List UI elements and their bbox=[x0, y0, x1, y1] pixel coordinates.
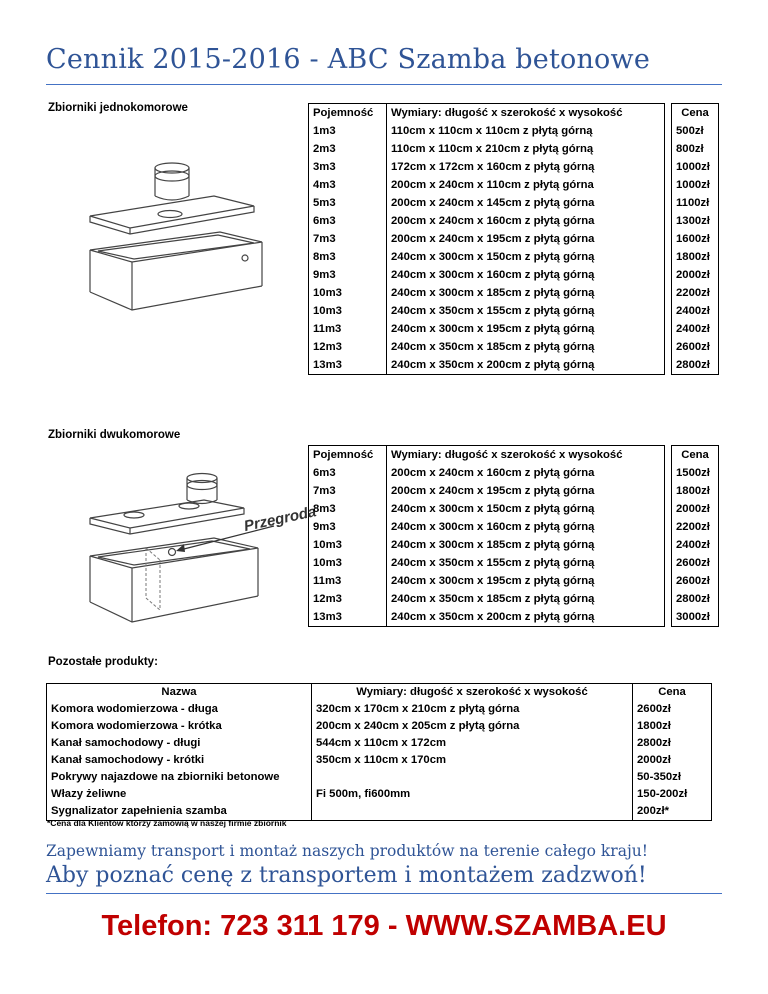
table-row: 13m3 240cm x 350cm x 200cm z płytą górną 2800zł bbox=[309, 356, 719, 375]
table-row: 10m3 240cm x 350cm x 155cm z płytą górną 2400zł bbox=[309, 302, 719, 320]
table-row: 4m3 200cm x 240cm x 110cm z płytą górna 1000zł bbox=[309, 176, 719, 194]
name-header: Nazwa bbox=[47, 684, 312, 702]
table-row: Sygnalizator zapełnienia szamba 200zł* bbox=[47, 803, 712, 821]
table-row: Włazy żeliwne Fi 500m, fi600mm 150-200zł bbox=[47, 786, 712, 803]
table-row: 8m3 240cm x 300cm x 150cm z płytą górną 2000zł bbox=[309, 500, 719, 518]
table-row: 10m3 240cm x 300cm x 185cm z płytą górną 2200zł bbox=[309, 284, 719, 302]
table-row: 7m3 200cm x 240cm x 195cm z płytą górna 1600zł bbox=[309, 230, 719, 248]
dimensions-header: Wymiary: długość x szerokość x wysokość bbox=[387, 446, 665, 465]
capacity-header: Pojemność bbox=[309, 446, 387, 465]
table-header-row bbox=[47, 684, 712, 702]
table-row: 6m3 200cm x 240cm x 160cm z płytą górna 1500zł bbox=[309, 464, 719, 482]
partition-label: Przegroda bbox=[242, 503, 318, 535]
price-header: Cena bbox=[672, 104, 719, 123]
table-row: Komora wodomierzowa - krótka 200cm x 240cm x 205cm z płytą górna 1800zł bbox=[47, 718, 712, 735]
single-tank-illustration bbox=[84, 156, 284, 316]
double-chamber-label: Zbiorniki dwukomorowe bbox=[48, 429, 181, 441]
contact-phone: Telefon: 723 311 179 - WWW.SZAMBA.EU bbox=[101, 910, 667, 942]
table-row: 7m3 200cm x 240cm x 195cm z płytą górna 1800zł bbox=[309, 482, 719, 500]
double-tank-illustration bbox=[84, 470, 304, 630]
table-row: 10m3 240cm x 300cm x 185cm z płytą górną 2400zł bbox=[309, 536, 719, 554]
table-row: 13m3 240cm x 350cm x 200cm z płytą górną 3000zł bbox=[309, 608, 719, 627]
page-title: Cennik 2015-2016 - ABC Szamba betonowe bbox=[46, 44, 650, 75]
dimensions-header: Wymiary: długość x szerokość x wysokość bbox=[387, 104, 665, 123]
table-row: 3m3 172cm x 172cm x 160cm z płytą górną 1000zł bbox=[309, 158, 719, 176]
double-chamber-table bbox=[308, 445, 719, 627]
footnote: *Cena dla Klientów którzy zamówią w naszej firmie zbiornik bbox=[47, 818, 287, 828]
table-row: 12m3 240cm x 350cm x 185cm z płytą górną 2800zł bbox=[309, 590, 719, 608]
table-row: 1m3 110cm x 110cm x 110cm z płytą górną 500zł bbox=[309, 122, 719, 140]
table-row: 10m3 240cm x 350cm x 155cm z płytą górną 2600zł bbox=[309, 554, 719, 572]
other-products-label: Pozostałe produkty: bbox=[48, 656, 158, 668]
capacity-header: Pojemność bbox=[309, 104, 387, 123]
dimensions-header: Wymiary: długość x szerokość x wysokość bbox=[312, 684, 633, 702]
transport-tagline: Zapewniamy transport i montaż naszych produktów na terenie całego kraju! bbox=[46, 842, 648, 860]
table-row: 9m3 240cm x 300cm x 160cm z płytą górną 2000zł bbox=[309, 266, 719, 284]
table-row: Pokrywy najazdowe na zbiorniki betonowe 50-350zł bbox=[47, 769, 712, 786]
price-header: Cena bbox=[633, 684, 712, 702]
table-row: 9m3 240cm x 300cm x 160cm z płytą górną 2200zł bbox=[309, 518, 719, 536]
table-header-row bbox=[309, 446, 719, 465]
price-header: Cena bbox=[672, 446, 719, 465]
table-row: 11m3 240cm x 300cm x 195cm z płytą górną 2600zł bbox=[309, 572, 719, 590]
other-products-table bbox=[46, 683, 712, 821]
table-row: 2m3 110cm x 110cm x 210cm z płytą górną 800zł bbox=[309, 140, 719, 158]
table-row: Kanał samochodowy - długi 544cm x 110cm x 172cm 2800zł bbox=[47, 735, 712, 752]
table-row: 8m3 240cm x 300cm x 150cm z płytą górną 1800zł bbox=[309, 248, 719, 266]
table-row: Komora wodomierzowa - długa 320cm x 170cm x 210cm z płytą górna 2600zł bbox=[47, 701, 712, 718]
table-header-row bbox=[309, 104, 719, 123]
call-tagline: Aby poznać cenę z transportem i montażem zadzwoń! bbox=[46, 863, 647, 888]
table-row: 5m3 200cm x 240cm x 145cm z płytą górna 1100zł bbox=[309, 194, 719, 212]
single-chamber-label: Zbiorniki jednokomorowe bbox=[48, 102, 188, 114]
title-divider bbox=[46, 84, 722, 85]
single-chamber-table bbox=[308, 103, 719, 375]
table-row: 12m3 240cm x 350cm x 185cm z płytą górną 2600zł bbox=[309, 338, 719, 356]
table-row: Kanał samochodowy - krótki 350cm x 110cm x 170cm 2000zł bbox=[47, 752, 712, 769]
footer-divider bbox=[46, 893, 722, 894]
table-row: 11m3 240cm x 300cm x 195cm z płytą górną 2400zł bbox=[309, 320, 719, 338]
table-row: 6m3 200cm x 240cm x 160cm z płytą górna 1300zł bbox=[309, 212, 719, 230]
